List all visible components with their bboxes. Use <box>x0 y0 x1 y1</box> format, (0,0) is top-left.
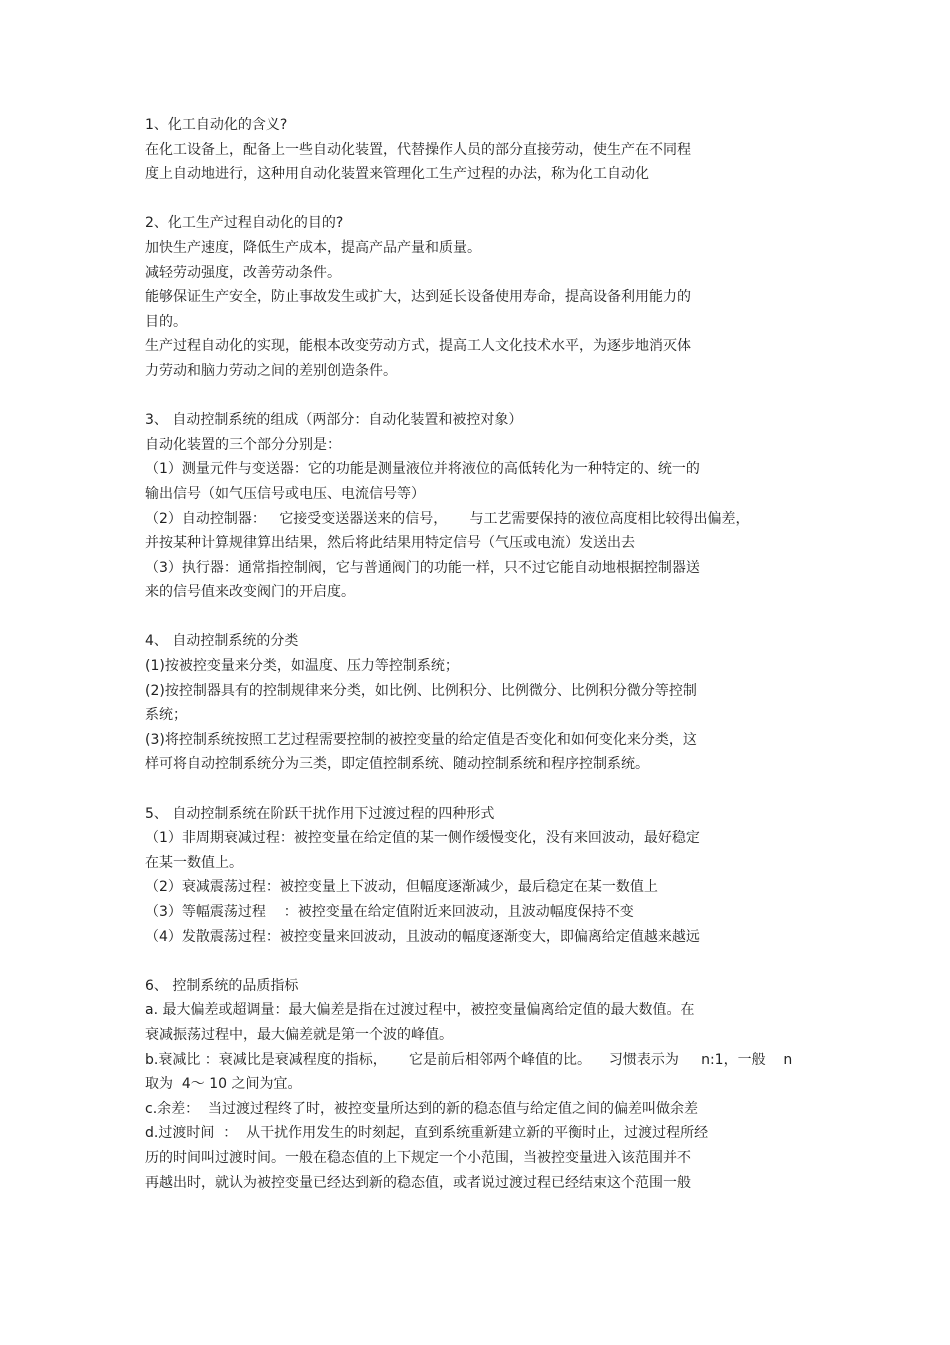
paragraph-line: 能够保证生产安全，防止事故发生或扩大，达到延长设备使用寿命，提高设备利用能力的 <box>145 289 691 306</box>
paragraph-line: 取为 4～ 10 之间为宜。 <box>145 1076 302 1093</box>
paragraph-line: b.衰减比 ：衰减比是衰减程度的指标， 它是前后相邻两个峰值的比。 习惯表示为 n:1，一般 n <box>145 1051 793 1068</box>
paragraph-line: 减轻劳动强度，改善劳动条件。 <box>145 264 341 281</box>
paragraph-line: （2）自动控制器： 它接受变送器送来的信号， 与工艺需要保持的液位高度相比较得出偏差， <box>145 510 750 527</box>
paragraph-line: 再越出时，就认为被控变量已经达到新的稳态值，或者说过渡过程已经结束这个范围一般 <box>145 1174 691 1191</box>
section-3 <box>145 408 815 605</box>
paragraph-line: （3）等幅震荡过程 ：被控变量在给定值附近来回波动，且波动幅度保持不变 <box>145 904 634 920</box>
paragraph-line: 力劳动和脑力劳动之间的差别创造条件。 <box>145 362 397 379</box>
paragraph-line: 加快生产速度，降低生产成本，提高产品产量和质量。 <box>145 239 481 256</box>
paragraph-line: (3)将控制系统按照工艺过程需要控制的被控变量的给定值是否变化和如何变化来分类，这 <box>145 731 697 748</box>
paragraph-line: （2）衰减震荡过程：被控变量上下波动，但幅度逐渐减少，最后稳定在某一数值上 <box>145 879 658 896</box>
paragraph-line: 衰减振荡过程中，最大偏差就是第一个波的峰值。 <box>145 1026 453 1043</box>
paragraph-line: 在某一数值上。 <box>145 854 243 871</box>
section-title: 3、 自动控制系统的组成（两部分：自动化装置和被控对象） <box>145 412 523 429</box>
paragraph-line: 系统； <box>145 707 187 724</box>
paragraph-line: （4）发散震荡过程：被控变量来回波动，且波动的幅度逐渐变大，即偏离给定值越来越远 <box>145 928 700 945</box>
paragraph-line: a. 最大偏差或超调量：最大偏差是指在过渡过程中，被控变量偏离给定值的最大数值。在 <box>145 1002 695 1019</box>
paragraph-line: (2)按控制器具有的控制规律来分类，如比例、比例积分、比例微分、比例积分微分等控制 <box>145 682 697 699</box>
paragraph-line: (1)按被控变量来分类，如温度、压力等控制系统； <box>145 658 459 675</box>
section-4 <box>145 629 815 777</box>
paragraph-line: 输出信号（如气压信号或电压、电流信号等） <box>145 485 425 502</box>
paragraph-line: （1）测量元件与变送器：它的功能是测量液位并将液位的高低转化为一种特定的、统一的 <box>145 461 700 478</box>
section-2 <box>145 211 815 383</box>
section-title: 4、 自动控制系统的分类 <box>145 633 299 650</box>
paragraph-line: 生产过程自动化的实现，能根本改变劳动方式，提高工人文化技术水平，为逐步地消灭体 <box>145 338 691 355</box>
paragraph-line: 历的时间叫过渡时间。一般在稳态值的上下规定一个小范围，当被控变量进入该范围并不 <box>145 1149 691 1166</box>
section-title: 5、 自动控制系统在阶跃干扰作用下过渡过程的四种形式 <box>145 805 495 822</box>
section-title: 2、化工生产过程自动化的目的? <box>145 215 344 232</box>
section-6 <box>145 974 815 1195</box>
section-1 <box>145 113 815 187</box>
paragraph-line: 样可将自动控制系统分为三类，即定值控制系统、随动控制系统和程序控制系统。 <box>145 756 649 773</box>
paragraph-line: 在化工设备上，配备上一些自动化装置，代替操作人员的部分直接劳动，使生产在不同程 <box>145 141 691 158</box>
paragraph-line: 目的。 <box>145 313 187 330</box>
paragraph-line: 度上自动地进行，这种用自动化装置来管理化工生产过程的办法，称为化工自动化 <box>145 166 649 183</box>
paragraph-line: 并按某种计算规律算出结果，然后将此结果用特定信号（气压或电流）发送出去 <box>145 535 635 552</box>
paragraph-line: （3）执行器：通常指控制阀，它与普通阀门的功能一样，只不过它能自动地根据控制器送 <box>145 559 700 576</box>
section-5 <box>145 802 815 950</box>
section-title: 6、 控制系统的品质指标 <box>145 977 299 994</box>
paragraph-line: 来的信号值来改变阀门的开启度。 <box>145 584 355 601</box>
paragraph-line: 自动化装置的三个部分分别是： <box>145 436 341 453</box>
document-page <box>145 113 815 1195</box>
paragraph-line: （1）非周期衰减过程：被控变量在给定值的某一侧作缓慢变化，没有来回波动，最好稳定 <box>145 830 700 847</box>
paragraph-line: c.余差： 当过渡过程终了时，被控变量所达到的新的稳态值与给定值之间的偏差叫做余差 <box>145 1100 699 1117</box>
section-title: 1、化工自动化的含义? <box>145 117 288 133</box>
paragraph-line: d.过渡时间 ： 从干扰作用发生的时刻起，直到系统重新建立新的平衡时止，过渡过程所经 <box>145 1125 709 1142</box>
